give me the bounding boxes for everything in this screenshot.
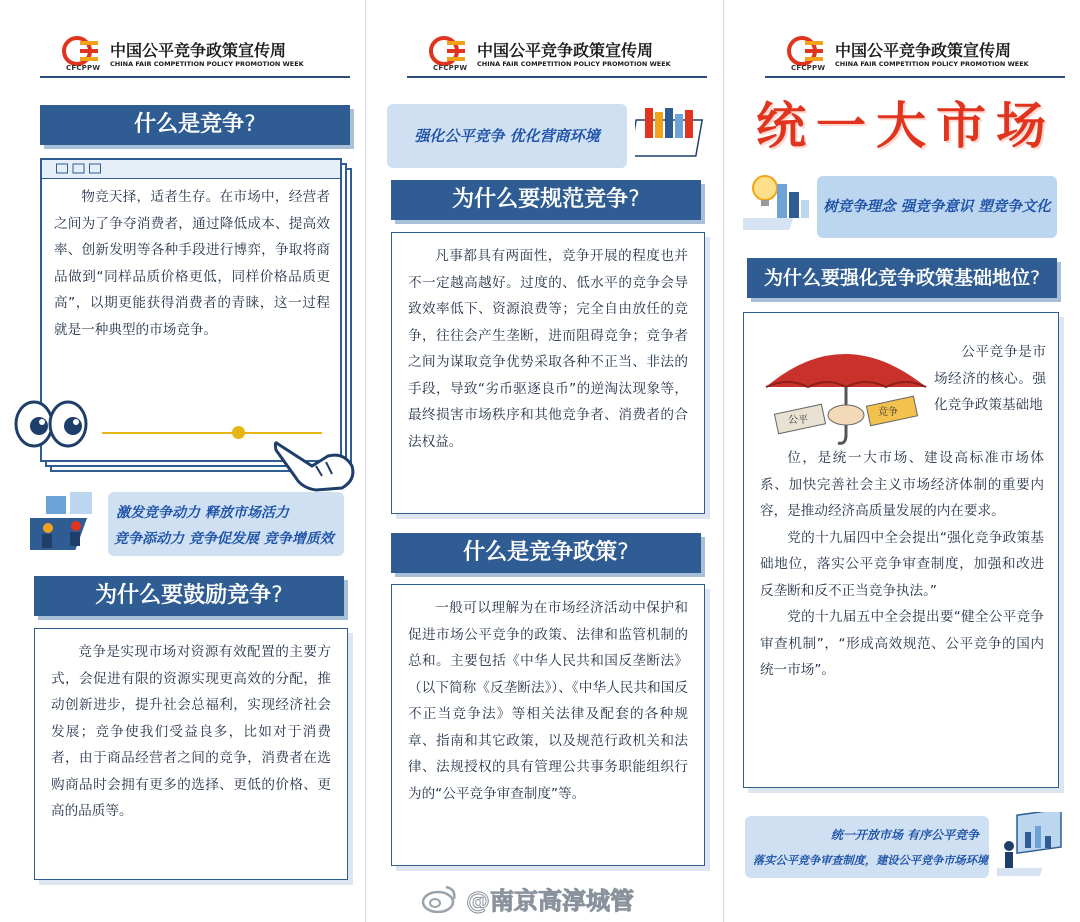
- unified-market-title: 统一大市场: [756, 97, 1056, 155]
- header-title-en: CHINA FAIR COMPETITION POLICY PROMOTION WEEK: [110, 60, 304, 68]
- lightbulb-city-illustration-icon: [743, 170, 815, 240]
- logo-text: CFCPPW: [791, 64, 826, 72]
- para1-rest: 位，是统一大市场、建设高标准市场体系、加快完善社会主义市场经济体制的重要内容，是推动经济高质量发展的内在要求。: [760, 450, 1044, 519]
- books-illustration-icon: [635, 104, 711, 160]
- question-mark: ?: [617, 540, 629, 565]
- banner-motivate-competition: [108, 492, 344, 556]
- section-title-text: 为什么要鼓励竞争: [95, 583, 272, 608]
- header-title-en: CHINA FAIR COMPETITION POLICY PROMOTION WEEK: [477, 60, 671, 68]
- panel-2: [367, 0, 724, 922]
- para1-wrapped-text: 公平竞争是市场经济的核心。强化竞争政策基础地: [934, 344, 1046, 413]
- cfcppw-logo-icon: [429, 36, 467, 66]
- header-title-cn: 中国公平竞争政策宣传周: [477, 41, 654, 60]
- header-divider: [407, 76, 707, 78]
- banner-line-2: 竞争添动力 竞争促发展 竞争增质效: [114, 531, 334, 547]
- hand-pointer-icon: [272, 432, 360, 494]
- panel-1: [0, 0, 366, 922]
- banner-unified-market: [745, 816, 989, 878]
- section-title-why-encourage-competition: [34, 576, 344, 616]
- logo-text: CFCPPW: [66, 64, 101, 72]
- banner-line-2: 落实公平竞争审查制度，建设公平竞争市场环境: [753, 854, 988, 867]
- watermark: [420, 878, 634, 918]
- para2: 党的十九届四中全会提出“强化竞争政策基础地位，落实公平竞争审查制度，加强和改进反垄断和反不正当竞争执法。”: [760, 529, 1044, 599]
- header-divider: [40, 76, 350, 78]
- section-title-why-strengthen-policy: [747, 258, 1057, 298]
- question-mark: ?: [244, 112, 256, 137]
- banner-line-1: 统一开放市场 有序公平竞争: [830, 828, 979, 842]
- header-title-cn: 中国公平竞争政策宣传周: [110, 41, 287, 60]
- watermark-text: @南京高淳城管: [466, 886, 634, 915]
- question-mark: ?: [271, 583, 283, 608]
- why-regulate-competition-text: 凡事都具有两面性，竞争开展的程度也并不一定越高越好。过度的、低水平的竞争会导致效率低下、资源浪费等；完全自由放任的竞争，往往会产生垄断，进而阻碍竞争；竞争者之间为谋取竞争优势采取各种不正当、非法的手段，导致“劣币驱逐良币”的逆淘汰现象等，最终损害市场秩序和其他竞争者、消费者的合法权益。: [391, 232, 705, 514]
- header-title-en: CHINA FAIR COMPETITION POLICY PROMOTION WEEK: [835, 60, 1029, 68]
- banner-fair-competition: 强化公平竞争 优化营商环境: [387, 104, 627, 168]
- section-title-what-is-competition: [40, 105, 350, 145]
- banner-line-1: 激发竞争动力 释放市场活力: [116, 505, 289, 521]
- data-screen-illustration-icon: [997, 812, 1069, 880]
- umbrella-handshake-illustration-icon: [758, 331, 932, 449]
- header-title-cn: 中国公平竞争政策宣传周: [835, 41, 1012, 60]
- umbrella-label-competition: 竞争: [878, 407, 898, 418]
- why-strengthen-policy-text: [743, 312, 1059, 788]
- what-is-competition-text: 物竞天择，适者生存。在市场中，经营者之间为了争夺消费者，通过降低成本、提高效率、创新发明等各种手段进行博弈，争取将商品做到“同样品质价格更低，同样价格品质更高”，以期更能获得消费者的青睐，这一过程就是一种典型的市场竞争。: [54, 189, 330, 338]
- section-title-what-is-competition-policy: [391, 533, 701, 573]
- section-title-text: 什么是竞争政策: [463, 540, 618, 565]
- section-title-text: 为什么要强化竞争政策基础地位: [763, 267, 1030, 289]
- cartoon-eyes-icon: [14, 396, 90, 450]
- banner-competition-culture: 树竞争理念 强竞争意识 塑竞争文化: [817, 176, 1057, 238]
- section-title-text: 为什么要规范竞争: [452, 187, 629, 212]
- business-meeting-illustration-icon: [30, 488, 104, 558]
- panel-3: [725, 0, 1080, 922]
- policy-paragraphs: [760, 445, 1044, 684]
- cfcppw-logo-icon: [62, 36, 100, 66]
- logo-text: CFCPPW: [433, 64, 468, 72]
- section-title-why-regulate-competition: [391, 180, 701, 220]
- umbrella-label-fair: 公平: [788, 415, 808, 426]
- what-is-competition-policy-text: 一般可以理解为在市场经济活动中保护和促进市场公平竞争的政策、法律和监管机制的总和。主要包括《中华人民共和国反垄断法》（以下简称《反垄断法》）、《中华人民共和国反不正当竞争法》等相关法律及配套的各种规章、指南和其它政策，以及规范行政机关和法律、法规授权的具有管理公共事务职能组织行为的“公平竞争审查制度”等。: [391, 584, 705, 866]
- window-controls-icon: [56, 163, 102, 175]
- para3: 党的十九届五中全会提出要“健全公平竞争审查机制”，“形成高效规范、公平竞争的国内统一市场”。: [760, 609, 1044, 678]
- section-title-text: 什么是竞争: [134, 112, 245, 137]
- question-mark: ?: [628, 187, 640, 212]
- header-divider: [765, 76, 1065, 78]
- question-mark: ?: [1029, 267, 1041, 289]
- why-encourage-competition-text: 竞争是实现市场对资源有效配置的主要方式，会促进有限的资源实现更高效的分配，推动创新进步，提升社会总福利，实现经济社会发展；竞争使我们受益良多，比如对于消费者，由于商品经营者之间的竞争，消费者在选购商品时会拥有更多的选择、更低的价格、更高的品质等。: [34, 628, 348, 880]
- slider-dot: [232, 426, 245, 439]
- window-titlebar: [42, 160, 340, 179]
- weibo-icon: [420, 883, 458, 913]
- cfcppw-logo-icon: [787, 36, 825, 66]
